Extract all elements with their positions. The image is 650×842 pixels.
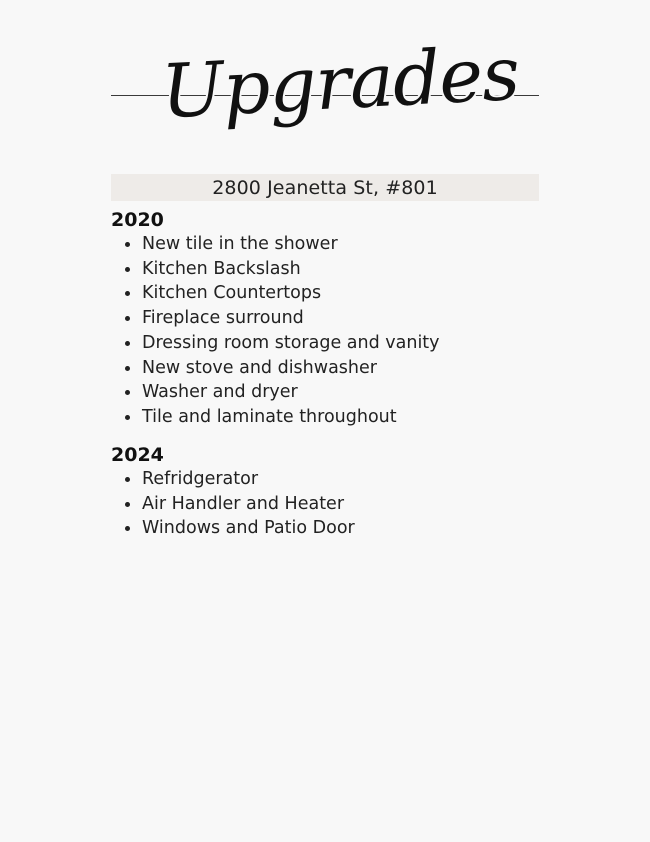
year-heading: 2020 — [111, 209, 164, 231]
page-title — [0, 8, 650, 158]
list-item — [111, 232, 551, 257]
list-item-text: Windows and Patio Door — [142, 518, 355, 539]
list-item-text: Kitchen Countertops — [142, 283, 322, 304]
list-item-text: Refridgerator — [142, 469, 259, 489]
bullet-icon — [125, 502, 130, 507]
page-title-text: Upgrades — [159, 30, 521, 136]
bullet-icon — [125, 242, 130, 247]
list-item — [111, 467, 551, 492]
upgrade-list — [111, 232, 551, 430]
list-item — [111, 405, 551, 430]
bullet-icon — [125, 291, 130, 296]
bullet-icon — [125, 366, 130, 371]
list-item-text: Air Handler and Heater — [142, 493, 345, 514]
list-item — [111, 306, 551, 331]
list-item-text: Kitchen Backslash — [142, 258, 301, 279]
list-item — [111, 257, 551, 282]
list-item — [111, 516, 551, 541]
year-section-2020 — [111, 208, 551, 430]
list-item-text: Tile and laminate throughout — [142, 406, 397, 427]
bullet-icon — [125, 477, 130, 482]
list-item — [111, 492, 551, 517]
bullet-icon — [125, 267, 130, 272]
bullet-icon — [125, 526, 130, 531]
bullet-icon — [125, 415, 130, 420]
list-item-text: Dressing room storage and vanity — [142, 332, 440, 353]
year-heading: 2024 — [111, 444, 164, 466]
address-text: 2800 Jeanetta St, #801 — [212, 176, 438, 199]
page-title-script — [0, 8, 650, 158]
list-item-text: New stove and dishwasher — [142, 357, 377, 378]
address-banner — [111, 174, 539, 201]
list-item-text: New tile in the shower — [142, 234, 338, 254]
upgrade-list — [111, 467, 551, 541]
list-item — [111, 281, 551, 306]
list-item-text: Fireplace surround — [142, 308, 304, 329]
year-section-2024 — [111, 443, 551, 541]
list-item-text: Washer and dryer — [142, 382, 298, 403]
list-item — [111, 331, 551, 356]
list-item — [111, 356, 551, 381]
list-item — [111, 380, 551, 405]
bullet-icon — [125, 341, 130, 346]
bullet-icon — [125, 390, 130, 395]
bullet-icon — [125, 316, 130, 321]
